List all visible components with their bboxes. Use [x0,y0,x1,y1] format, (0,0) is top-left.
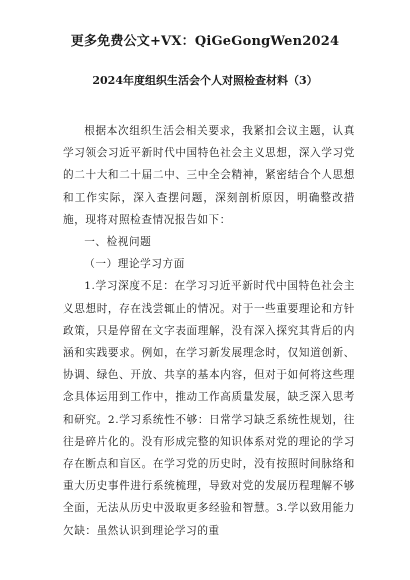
body-paragraph: 1.学习深度不足：在学习习近平新时代中国特色社会主义思想时，存在浅尝辄止的情况。对于一些重要理论和方针政策，只是停留在文字表面理解，没有深入探究其背后的内涵和实践要求。例如，在学习新发展理念时，仅知道创新、协调、绿色、开放、共享的基本内容，但对于如何将这些理念具体运用到工作中，推动工作高质量发展，缺乏深入思考和研究。2.学习系统性不够：日常学习缺乏系统性规划，往往是碎片化的。没有形成完整的知识体系对党的理论的学习存在断点和盲区。在学习党的历史时，没有按照时间脉络和重大历史事件进行系统梳理，导致对党的发展历程理解不够全面，无法从历史中汲取更多经验和智慧。3.学以致用能力欠缺：虽然认识到理论学习的重 [63,280,355,537]
section-heading: 一、检视问题 [84,236,152,249]
subsection-heading: （一）理论学习方面 [84,258,185,271]
document-body [63,120,355,542]
watermark-banner: 更多免费公文+VX：QiGeGongWen2024 [70,34,340,49]
intro-paragraph: 根据本次组织生活会相关要求，我紧扣会议主题，认真学习领会习近平新时代中国特色社会主义思想，深入学习党的二十大和二十届二中、三中全会精神，紧密结合个人思想和工作实际，深入查摆问题，深刻剖析原因，明确整改措施，现将对照检查情况报告如下： [63,125,355,226]
document-title: 2024年度组织生活会个人对照检查材料（3） [92,74,318,87]
